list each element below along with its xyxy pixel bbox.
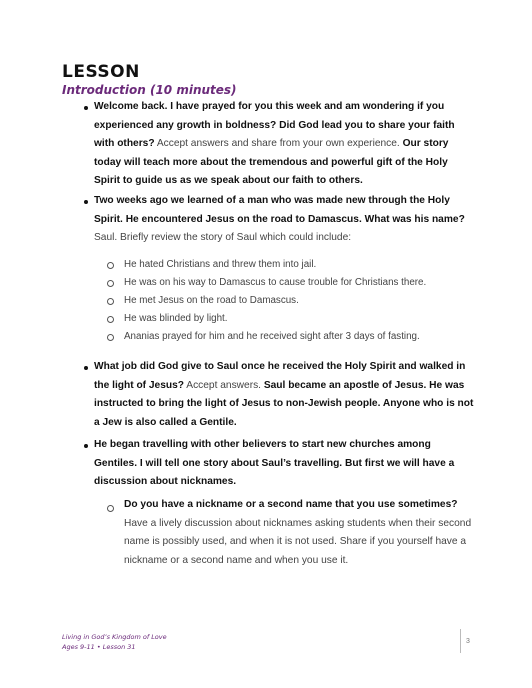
sub-bullet-circle — [107, 262, 114, 269]
sub-bullet-circle — [107, 298, 114, 305]
footer-lesson-info: Ages 9-11 • Lesson 31 — [62, 643, 136, 651]
saul-point: He was blinded by light. — [124, 313, 228, 324]
welcome-question: Welcome back. I have prayed for you this week and am wondering if you experienced any growth in boldness? Did God lead you to share your faith with others? — [94, 101, 455, 149]
paragraph-travelling — [94, 436, 476, 492]
saul-question: Two weeks ago we learned of a man who was made new through the Holy Spirit. He encountered Jesus on the road to Damascus. What was his name? — [94, 195, 465, 225]
section-title: Introduction (10 minutes) — [62, 83, 237, 97]
saul-point: He met Jesus on the road to Damascus. — [124, 295, 299, 306]
nickname-question: Do you have a nickname or a second name that you use sometimes? — [124, 499, 458, 510]
page-number: 3 — [466, 638, 470, 645]
apostle-statement: Saul became an apostle of Jesus. He was instructed to bring the light of Jesus to non-Jewish people. Anyone who is not a Jew is also called a Gentile. — [94, 379, 474, 428]
paragraph-nickname — [124, 496, 476, 570]
sub-bullet-circle — [107, 280, 114, 287]
nickname-instruction: Have a lively discussion about nicknames asking students when their second name is possibly used, and when it is not used. Share if you yourself have a nickname or a second name and when you use it. — [124, 517, 472, 566]
sub-bullet-circle — [107, 505, 114, 512]
lesson-heading: LESSON — [62, 62, 140, 82]
paragraph-welcome — [94, 98, 476, 191]
footer-series-title: Living in God’s Kingdom of Love — [62, 633, 167, 641]
travelling-statement: He began travelling with other believers to start new churches among Gentiles. I will tell one story about Saul’s travelling. But first we will have a discussion about nicknames. — [94, 439, 455, 487]
apostle-question: What job did God give to Saul once he received the Holy Spirit and walked in the light of Jesus? — [94, 361, 466, 391]
footer-divider — [460, 629, 461, 653]
saul-point: He was on his way to Damascus to cause trouble for Christians there. — [124, 277, 427, 288]
bullet-dot — [84, 106, 88, 110]
bullet-dot — [84, 200, 88, 204]
welcome-statement: Our story today will teach more about the tremendous and powerful gift of the Holy Spirit to guide us as we speak about our faith to others. — [94, 138, 449, 186]
sub-bullet-circle — [107, 316, 114, 323]
paragraph-saul-recall — [94, 192, 476, 248]
saul-point: Ananias prayed for him and he received sight after 3 days of fasting. — [124, 331, 420, 342]
bullet-dot — [84, 444, 88, 448]
apostle-instruction: Accept answers. — [184, 379, 264, 391]
bullet-dot — [84, 366, 88, 370]
welcome-instruction: Accept answers and share from your own experience. — [154, 138, 403, 149]
saul-instruction: Saul. Briefly review the story of Saul which could include: — [94, 232, 352, 243]
paragraph-apostle — [94, 358, 476, 432]
sub-bullet-circle — [107, 334, 114, 341]
saul-point: He hated Christians and threw them into jail. — [124, 259, 317, 270]
